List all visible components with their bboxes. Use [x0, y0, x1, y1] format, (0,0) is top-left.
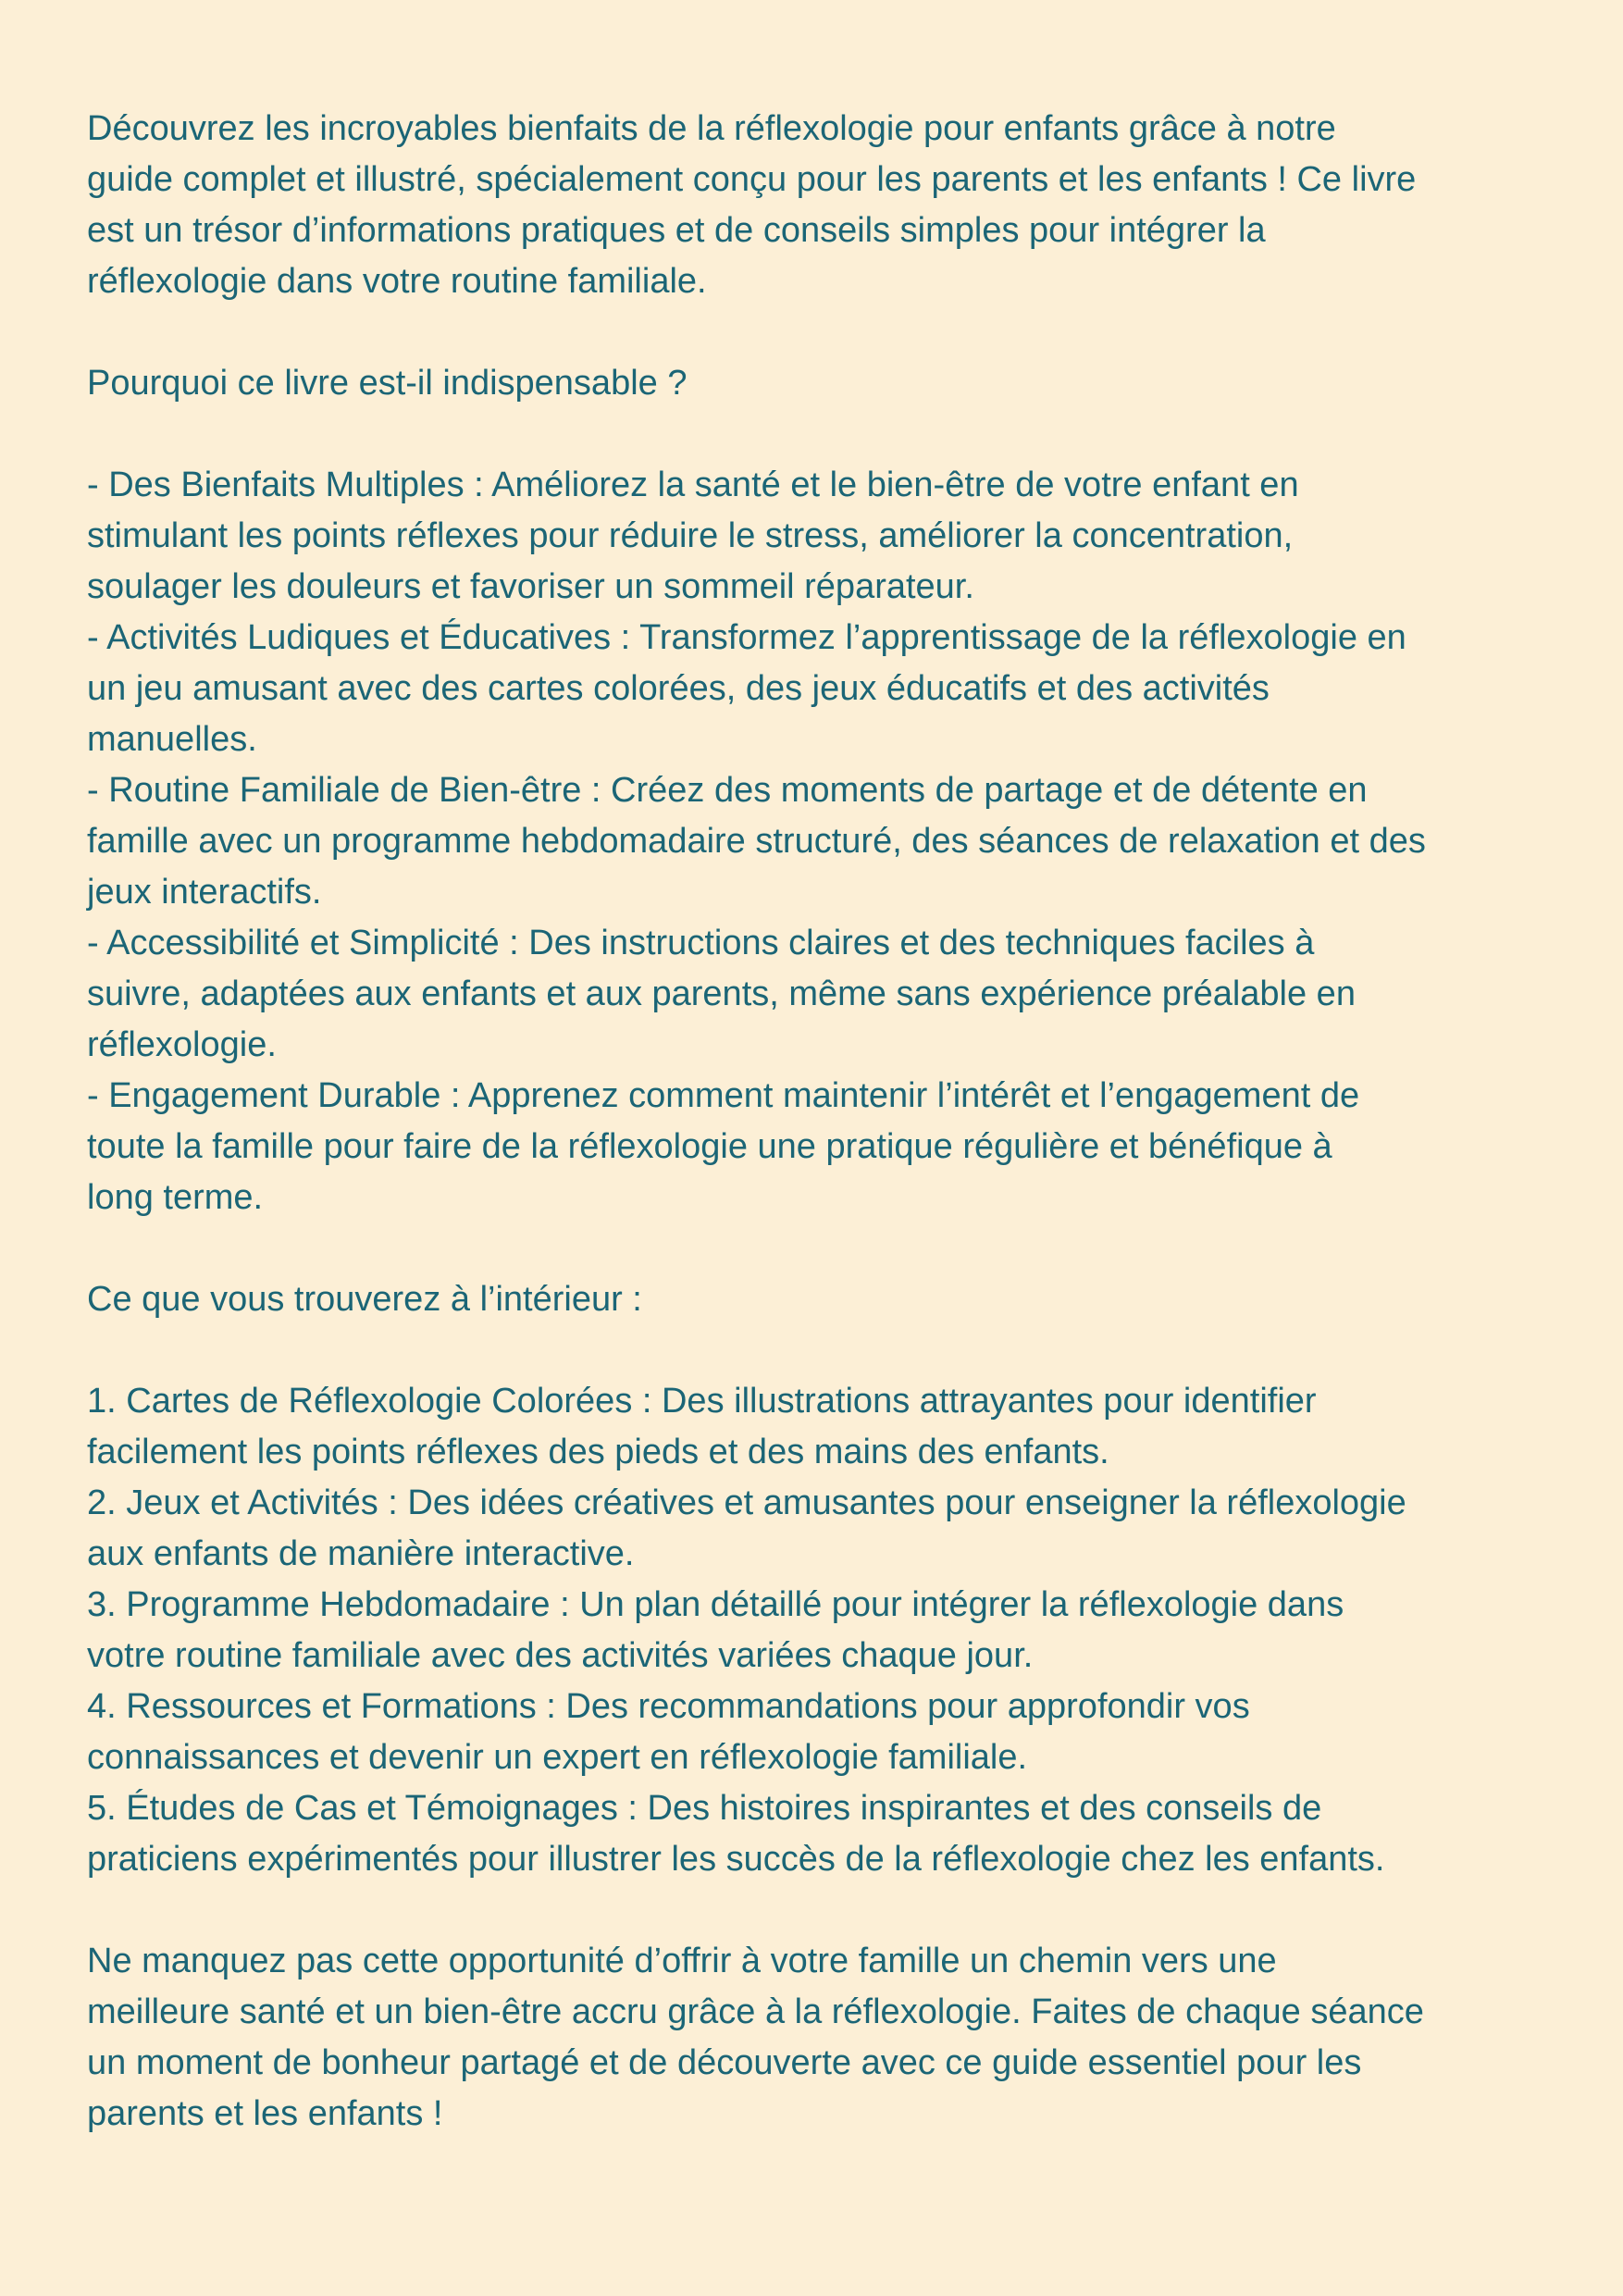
text-line: aux enfants de manière interactive.	[87, 1534, 635, 1573]
text-line: est un trésor d’informations pratiques et de conseils simples pour intégrer la	[87, 211, 1266, 250]
text-line: 1. Cartes de Réflexologie Colorées : Des illustrations attrayantes pour identifier	[87, 1382, 1317, 1421]
text-line: praticiens expérimentés pour illustrer les succès de la réflexologie chez les enfants.	[87, 1840, 1385, 1879]
text-line: jeux interactifs.	[87, 873, 322, 912]
text-line: un jeu amusant avec des cartes colorées, des jeux éducatifs et des activités	[87, 669, 1270, 708]
text-line: - Engagement Durable : Apprenez comment maintenir l’intérêt et l’engagement de	[87, 1076, 1360, 1115]
document-body	[87, 104, 1549, 2191]
text-line: manuelles.	[87, 720, 257, 759]
text-line: 5. Études de Cas et Témoignages : Des histoires inspirantes et des conseils de	[87, 1789, 1322, 1828]
text-line: connaissances et devenir un expert en réflexologie familiale.	[87, 1738, 1028, 1777]
text-line: parents et les enfants !	[87, 2094, 443, 2133]
text-line: Pourquoi ce livre est-il indispensable ?	[87, 364, 688, 403]
text-line: Ne manquez pas cette opportunité d’offrir à votre famille un chemin vers une	[87, 1942, 1277, 1980]
text-line: facilement les points réflexes des pieds et des mains des enfants.	[87, 1433, 1109, 1471]
text-line: réflexologie.	[87, 1025, 277, 1064]
text-line: Découvrez les incroyables bienfaits de la réflexologie pour enfants grâce à notre	[87, 109, 1336, 148]
contents-list	[87, 1376, 1549, 1885]
closing-paragraph	[87, 1936, 1549, 2140]
text-line: long terme.	[87, 1178, 264, 1217]
intro-paragraph	[87, 104, 1549, 307]
text-line: famille avec un programme hebdomadaire structuré, des séances de relaxation et des	[87, 822, 1426, 861]
text-line: stimulant les points réflexes pour réduire le stress, améliorer la concentration,	[87, 516, 1294, 555]
text-line: un moment de bonheur partagé et de découverte avec ce guide essentiel pour les	[87, 2043, 1362, 2082]
text-line: 3. Programme Hebdomadaire : Un plan détaillé pour intégrer la réflexologie dans	[87, 1585, 1344, 1624]
text-line: - Routine Familiale de Bien-être : Créez des moments de partage et de détente en	[87, 771, 1368, 810]
text-line: 2. Jeux et Activités : Des idées créatives et amusantes pour enseigner la réflexologie	[87, 1483, 1406, 1522]
text-line: toute la famille pour faire de la réflexologie une pratique régulière et bénéfique à	[87, 1127, 1332, 1166]
text-line: 4. Ressources et Formations : Des recommandations pour approfondir vos	[87, 1687, 1250, 1726]
text-line: guide complet et illustré, spécialement conçu pour les parents et les enfants ! Ce livre	[87, 160, 1417, 199]
text-line: - Des Bienfaits Multiples : Améliorez la santé et le bien-être de votre enfant en	[87, 465, 1299, 504]
text-line: - Activités Ludiques et Éducatives : Transformez l’apprentissage de la réflexologie en	[87, 618, 1406, 657]
text-line: meilleure santé et un bien-être accru grâce à la réflexologie. Faites de chaque séance	[87, 1992, 1424, 2031]
why-heading	[87, 358, 1549, 409]
benefits-list	[87, 460, 1549, 1223]
text-line: suivre, adaptées aux enfants et aux parents, même sans expérience préalable en	[87, 974, 1356, 1013]
text-line: soulager les douleurs et favoriser un sommeil réparateur.	[87, 567, 974, 606]
text-line: Ce que vous trouverez à l’intérieur :	[87, 1280, 642, 1319]
inside-heading	[87, 1274, 1549, 1325]
text-line: - Accessibilité et Simplicité : Des instructions claires et des techniques faciles à	[87, 924, 1315, 962]
text-line: votre routine familiale avec des activités variées chaque jour.	[87, 1636, 1034, 1675]
text-line: réflexologie dans votre routine familiale.	[87, 262, 707, 301]
